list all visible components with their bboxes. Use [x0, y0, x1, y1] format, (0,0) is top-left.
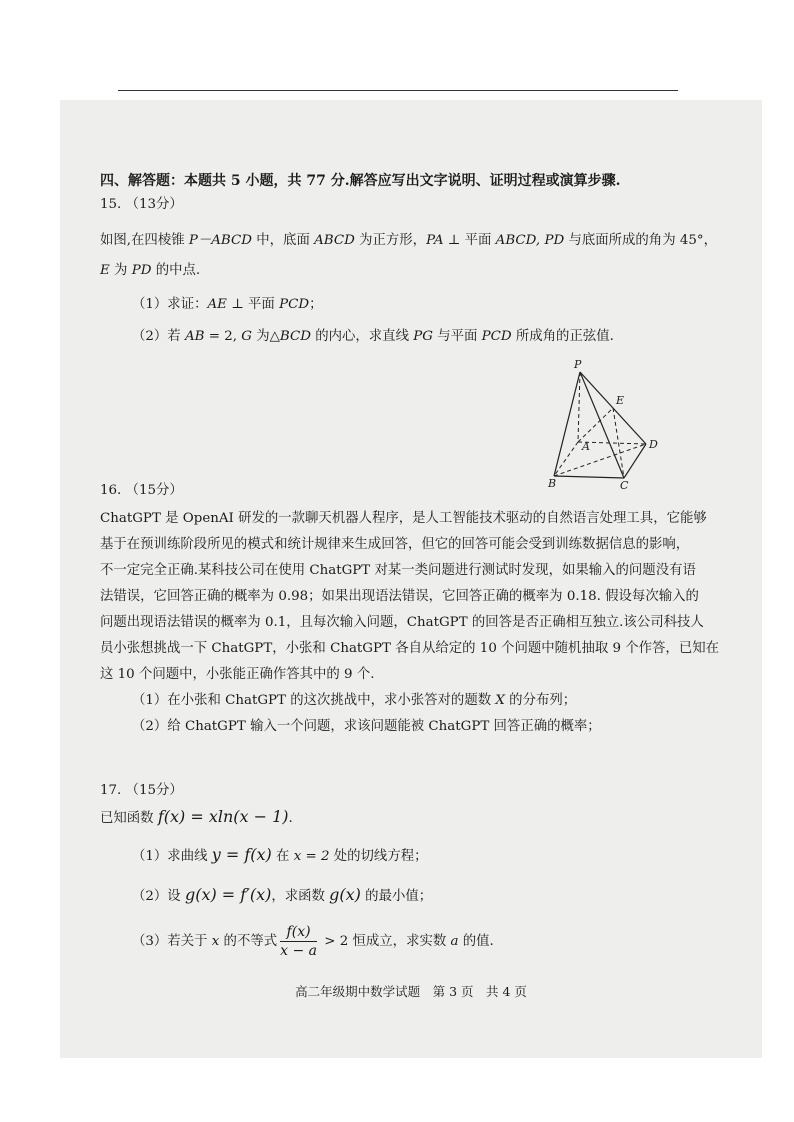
q16-stem-line: 员小张想挑战一下 ChatGPT，小张和 ChatGPT 各自从给定的 10 个问题中随机抽取 9 个作答，已知在 — [100, 641, 719, 656]
q15-text: 的中点. — [151, 263, 201, 278]
q15-math: PA — [426, 233, 444, 248]
q15-text: ； — [309, 297, 323, 312]
q15-math: PG — [413, 329, 433, 344]
q17-text: 已知函数 — [100, 811, 158, 826]
q17-math: x — [211, 934, 220, 949]
q15-text: 为正方形， — [354, 233, 427, 248]
q15-math: P－ABCD — [188, 233, 253, 248]
q15-text: 为△ — [251, 329, 280, 344]
q17-header: 17. （15分） — [100, 783, 183, 798]
q15-text: 与底面所成的角为 45°， — [564, 233, 717, 248]
q15-text: 如图,在四棱锥 — [100, 233, 189, 248]
pyramid-figure — [548, 358, 668, 490]
q16-text: （1）在小张和 ChatGPT 的这次挑战中，求小张答对的题数 — [132, 693, 496, 708]
q17-function: f(x) = xln(x − 1) — [157, 807, 289, 826]
edge-PA — [578, 372, 580, 442]
edge-BC — [554, 476, 624, 478]
q16-stem-line: 法错误，它回答正确的概率为 0.98；如果出现语法错误，它回答正确的概率为 0.18. 假设每次输入的 — [100, 589, 699, 604]
q15-math: ABCD, PD — [495, 233, 565, 248]
q15-math: PCD — [481, 329, 512, 344]
q15-math: ABCD — [314, 233, 355, 248]
q17-text: （2）设 — [132, 889, 185, 904]
top-rule — [118, 90, 678, 91]
exam-page — [60, 100, 762, 1058]
q17-text: ，求函数 — [271, 889, 330, 904]
q15-math: PD — [131, 263, 152, 278]
q17-math: g(x) = f′(x) — [184, 885, 272, 904]
q15-text: = 2, — [204, 329, 242, 344]
q16-text: 的分布列； — [504, 693, 577, 708]
q16-stem-line: 问题出现语法错误的概率为 0.1，且每次输入问题，ChatGPT 的回答是否正确相互独立.该公司科技人 — [100, 615, 704, 630]
q16-part-1 — [132, 692, 576, 710]
q17-math: a — [450, 934, 459, 949]
segment-AE — [578, 408, 613, 442]
fraction-denominator: x − a — [280, 943, 317, 959]
q15-stem-line-2 — [100, 262, 200, 280]
q17-math: g(x) — [329, 885, 361, 904]
q15-text: 与平面 — [432, 329, 482, 344]
label-C: C — [620, 479, 629, 490]
q15-text: 为 — [109, 263, 132, 278]
label-P: P — [574, 358, 582, 371]
q15-text: ⊥ 平面 — [443, 233, 496, 248]
q17-text: 的最小值； — [360, 889, 433, 904]
q15-math: E — [100, 263, 110, 278]
q17-text: （3）若关于 — [132, 934, 212, 949]
q17-part-3 — [132, 922, 494, 962]
q15-math: PCD — [279, 297, 310, 312]
page-footer: 高二年级期中数学试题 第 3 页 共 4 页 — [295, 984, 527, 999]
q17-stem — [100, 808, 293, 828]
q17-text: （1）求曲线 — [132, 849, 212, 864]
edge-CD — [624, 444, 646, 478]
q17-text: 的不等式 — [219, 934, 278, 949]
label-A: A — [582, 440, 590, 453]
q15-header: 15. （13分） — [100, 197, 183, 212]
q15-text: （2）若 — [132, 329, 185, 344]
q15-text: ⊥ 平面 — [226, 297, 280, 312]
q17-math: y = f(x) — [211, 845, 272, 864]
label-E: E — [616, 394, 625, 407]
q17-math: x = 2 — [293, 849, 330, 864]
q15-math: AE — [207, 297, 227, 312]
q16-math: X — [495, 693, 505, 708]
label-D: D — [649, 438, 658, 451]
q16-part-2: （2）给 ChatGPT 输入一个问题，求该问题能被 ChatGPT 回答正确的概率； — [132, 719, 601, 734]
edge-PB — [554, 372, 580, 476]
q16-stem-line: 这 10 个问题中，小张能正确作答其中的 9 个. — [100, 667, 375, 682]
edge-PC — [580, 372, 624, 478]
q16-stem-line: 基于在预训练阶段所见的模式和统计规律来生成回答，但它的回答可能会受到训练数据信息的影响， — [100, 537, 690, 552]
section-title: 四、解答题：本题共 5 小题，共 77 分.解答应写出文字说明、证明过程或演算步骤. — [100, 173, 621, 189]
diagonal-BD — [554, 444, 646, 476]
q17-part-1 — [132, 846, 428, 866]
q16-stem-line: ChatGPT 是 OpenAI 研发的一款聊天机器人程序，是人工智能技术驱动的自然语言处理工具，它能够 — [100, 511, 707, 526]
q17-part-2 — [132, 886, 432, 906]
label-B: B — [548, 477, 557, 490]
q17-text: 在 — [271, 849, 294, 864]
q16-header: 16. （15分） — [100, 483, 183, 498]
q15-math: G — [241, 329, 252, 344]
q15-stem-line-1 — [100, 232, 717, 250]
q17-text: > 2 恒成立，求实数 — [320, 934, 451, 949]
q15-part-2 — [132, 328, 614, 346]
q17-text: 处的切线方程； — [329, 849, 428, 864]
q15-text: （1）求证： — [132, 297, 208, 312]
q15-part-1 — [132, 296, 322, 314]
q16-stem-line: 不一定完全正确.某科技公司在使用 ChatGPT 对某一类问题进行测试时发现，如果输入的问题没有语 — [100, 563, 696, 578]
edge-AB — [554, 442, 578, 476]
fraction-numerator: f(x) — [280, 923, 317, 942]
q17-text: 的值. — [458, 934, 494, 949]
q17-text: . — [288, 811, 293, 826]
q15-text: 中，底面 — [252, 233, 315, 248]
q15-text: 的内心，求直线 — [310, 329, 414, 344]
q15-math: AB — [184, 329, 205, 344]
q15-math: BCD — [279, 329, 311, 344]
q15-text: 所成角的正弦值. — [511, 329, 614, 344]
q17-fraction — [280, 923, 317, 960]
